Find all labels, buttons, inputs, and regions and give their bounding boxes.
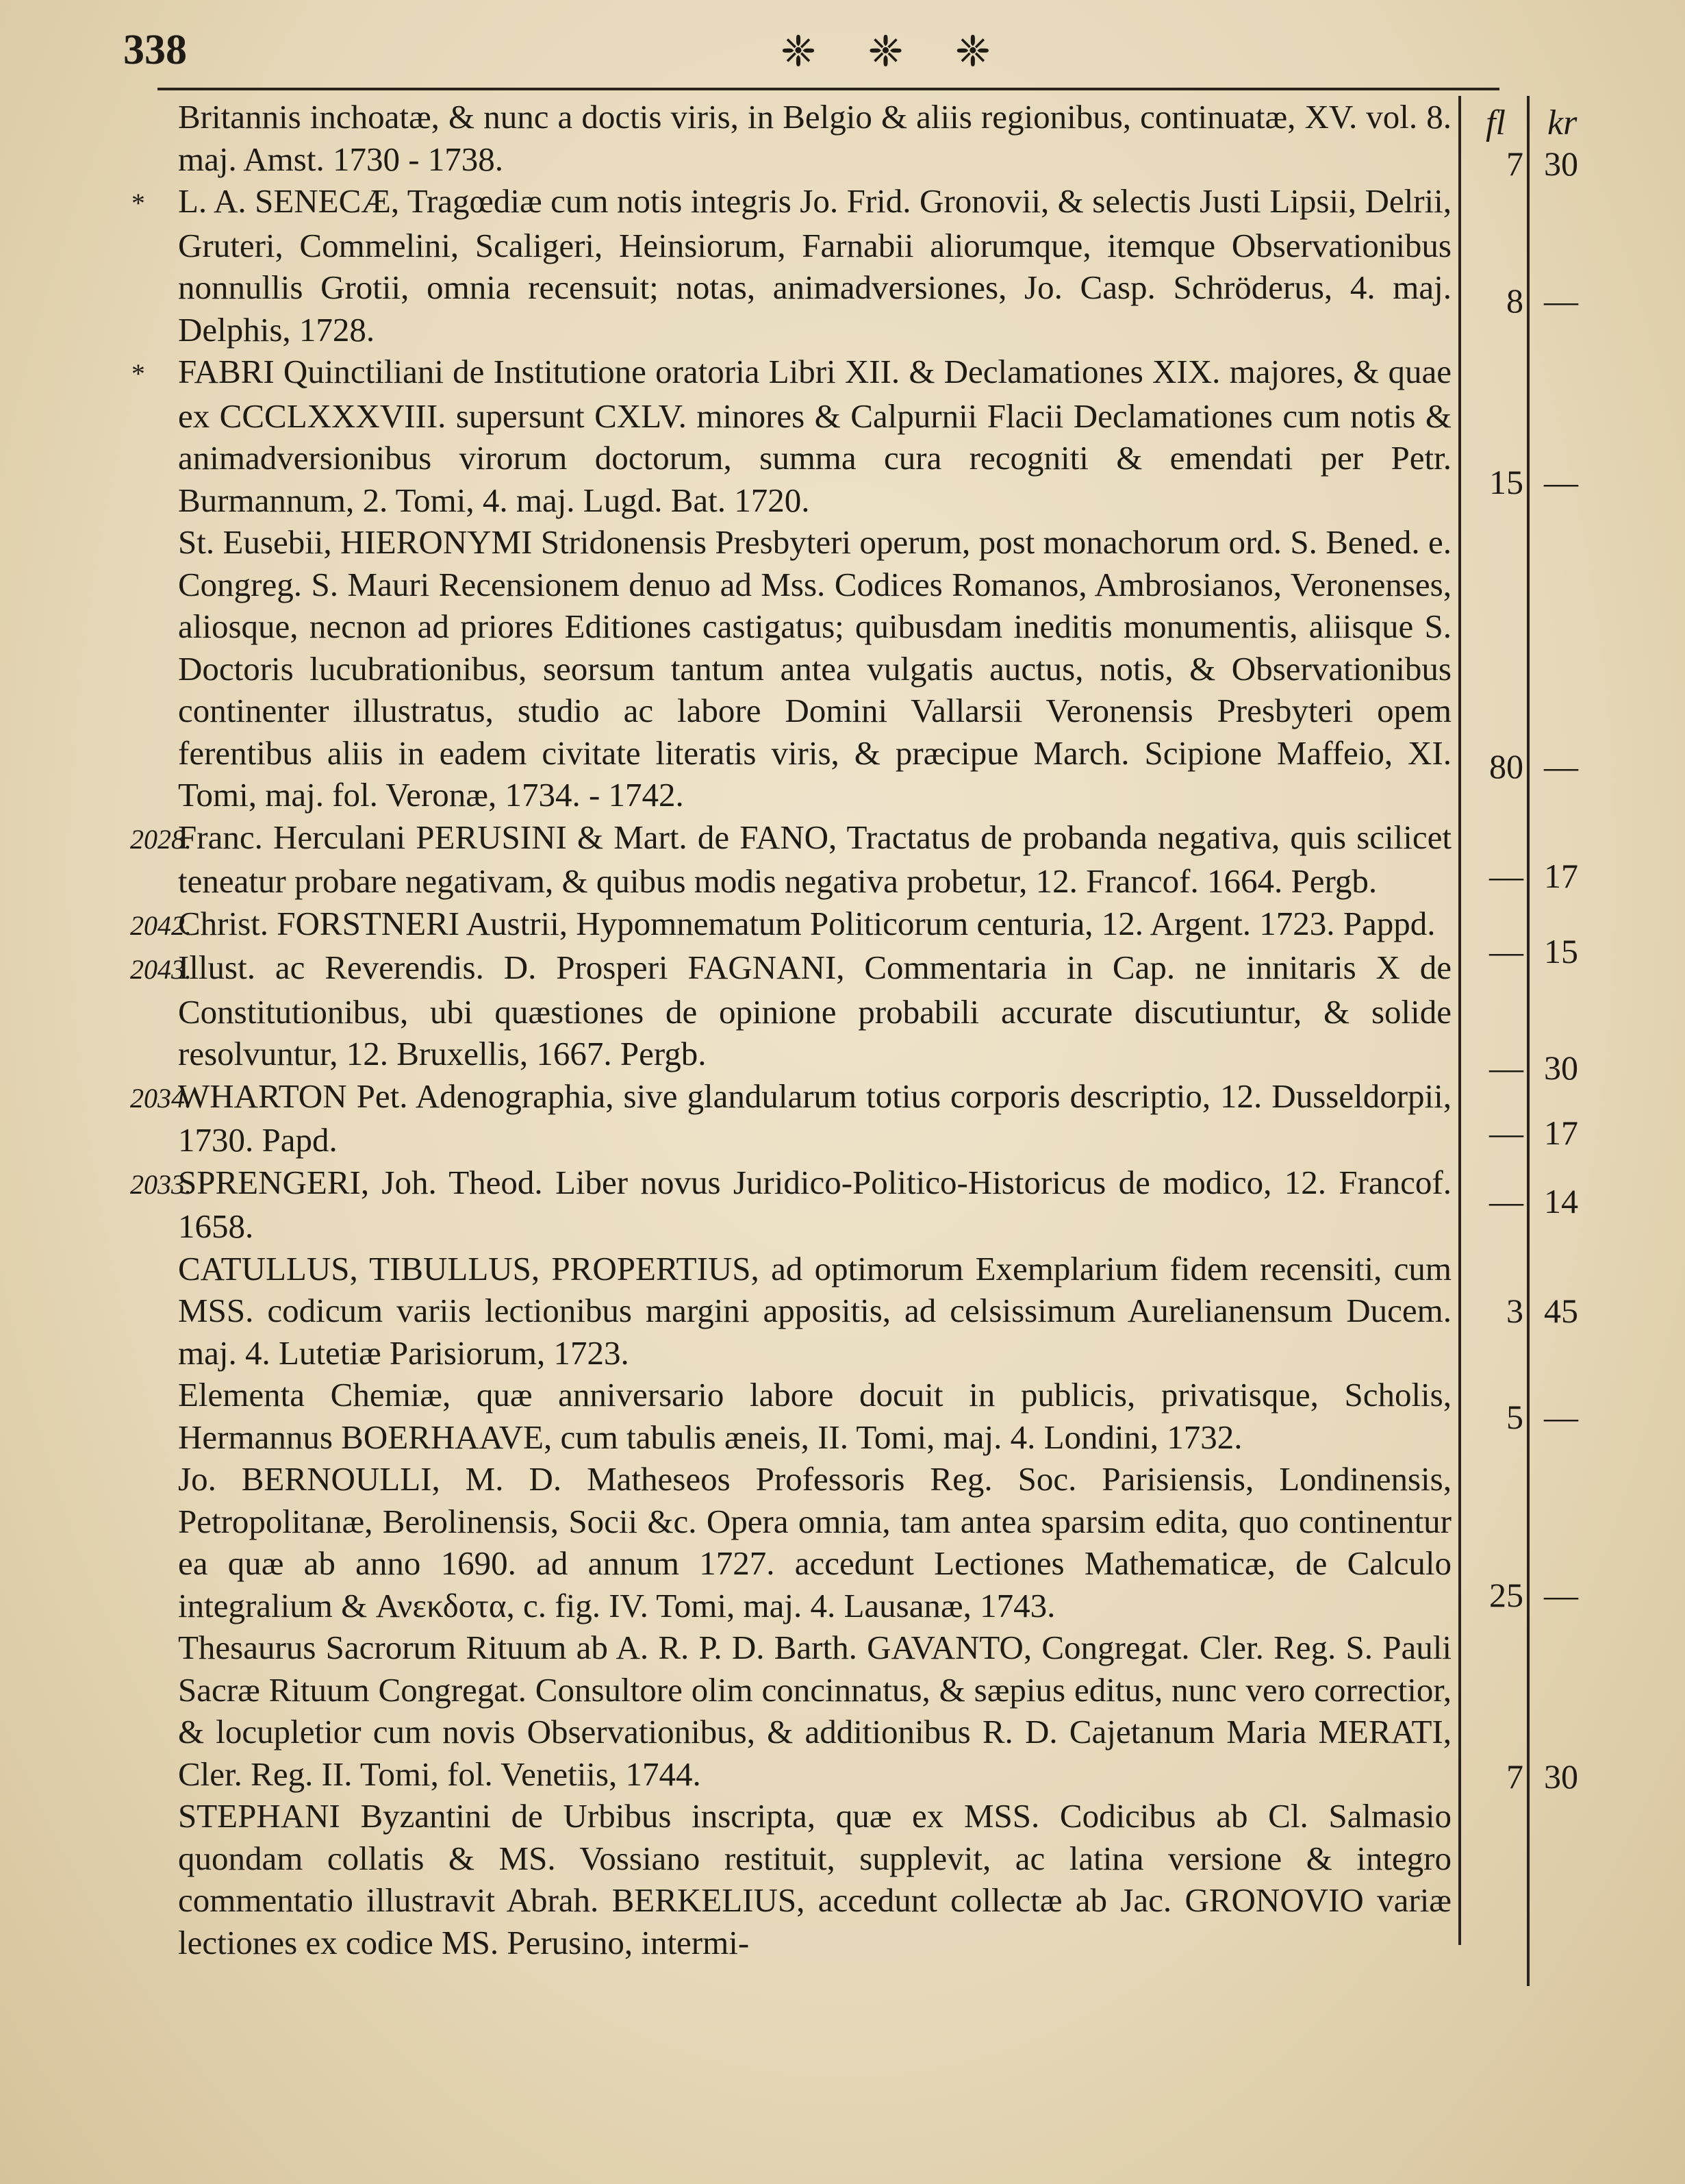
price-kr: 14 (1544, 1182, 1578, 1220)
list-item (130, 816, 1452, 903)
price-fl: — (1489, 1182, 1523, 1220)
entry-text: Franc. Herculani PERUSINI & Mart. de FANO, Tractatus de probanda negativa, quis scilicet teneatur probare negativam, & quibus modis negativa probetur, 12. Francof. 1664. Pergb. (178, 818, 1452, 900)
list-item (130, 1795, 1452, 1963)
list-item (130, 1374, 1452, 1458)
price-kr: 17 (1544, 857, 1578, 895)
list-item (130, 946, 1452, 1075)
price-fl: 5 (1506, 1398, 1523, 1436)
price-fl: 15 (1489, 463, 1523, 501)
column-head-fl: fl (1486, 103, 1506, 142)
price-fl: 80 (1489, 747, 1523, 786)
price-fl: 3 (1506, 1292, 1523, 1330)
entry-mark: 2042. (130, 909, 192, 941)
entry-text: Christ. FORSTNERI Austrii, Hypomnematum Politicorum centuria, 12. Argent. 1723. Pappd. (178, 904, 1436, 942)
price-kr: — (1544, 747, 1578, 786)
entry-text: Thesaurus Sacrorum Rituum ab A. R. P. D. Barth. GAVANTO, Congregat. Cler. Reg. S. Pauli Sacræ Rituum Congregat. Consultore olim concinnatus, & sæpius editus, nunc vero correctior, & locupletior cum novis Observationibus, & additionibus R. D. Cajetanum Maria MERATI, Cler. Reg. II. Tomi, fol. Venetiis, 1744. (178, 1629, 1452, 1793)
price-fl: — (1489, 932, 1523, 970)
entry-text: FABRI Quinctiliani de Institutione oratoria Libri XII. & Declamationes XIX. majores, & quae ex CCCLXXXVIII. supersunt CXLV. minores & Calpurnii Flacii Declamationes cum notis & animadversionibus virorum doctorum, summa cura recogniti & emendati per Petr. Burmannum, 2. Tomi, 4. maj. Lugd. Bat. 1720. (178, 353, 1452, 519)
entry-text: Illust. ac Reverendis. D. Prosperi FAGNANI, Commentaria in Cap. ne innitaris X de Constitutionibus, ubi quæstiones de opinione probabili accurate discutiuntur, & solide resolvuntur, 12. Bruxellis, 1667. Pergb. (178, 949, 1452, 1072)
price-fl: 7 (1506, 145, 1523, 183)
price-kr: 30 (1544, 1049, 1578, 1087)
price-column-divider (1527, 96, 1530, 1986)
price-kr: 17 (1544, 1114, 1578, 1152)
entry-text: SPRENGERI, Joh. Theod. Liber novus Juridico-Politico-Historicus de modico, 12. Francof. 1658. (178, 1163, 1452, 1245)
entry-text: St. Eusebii, HIERONYMI Stridonensis Presbyteri operum, post monachorum ord. S. Bened. e. Congreg. S. Mauri Recensionem denuo ad Mss. Codices Romanos, Ambrosianos, Veronenses, aliosque, necnon ad priores Editiones castigatus; quibusdam ineditis monumentis, aliisque S. Doctoris lucubrationibus, seorsum tantum antea vulgatis auctus, notis, & Observationibus continenter illustratus, studio ac labore Domini Vallarsii Veronensis Presbyteri opem ferentibus aliis in eadem civitate literatis viris, & præcipue March. Scipione Maffeio, XI. Tomi, maj. fol. Veronæ, 1734. - 1742. (178, 523, 1452, 814)
price-fl: — (1489, 1114, 1523, 1152)
entry-mark: * (130, 188, 144, 218)
price-kr: 15 (1544, 932, 1578, 970)
page-number: 338 (123, 27, 187, 73)
price-kr: — (1544, 281, 1578, 320)
price-kr: 30 (1544, 1757, 1578, 1796)
list-item (130, 903, 1452, 947)
page-header (123, 26, 1575, 88)
price-kr: 45 (1544, 1292, 1578, 1330)
list-item (130, 521, 1452, 816)
column-head-kr: kr (1547, 103, 1578, 142)
price-fl: — (1489, 857, 1523, 895)
list-item (130, 96, 1452, 180)
entry-mark: 2043. (130, 954, 192, 985)
entry-text: STEPHANI Byzantini de Urbibus inscripta, quæ ex MSS. Codicibus ab Cl. Salmasio quondam collatis & MS. Vossiano restituit, supplevit, ac latina versione & integro commentatio illustravit Abrah. BERKELIUS, accedunt collectæ ab Jac. GRONOVIO variæ lectiones ex codice MS. Perusino, intermi- (178, 1797, 1452, 1961)
price-fl: 8 (1506, 281, 1523, 320)
list-item (130, 1458, 1452, 1627)
price-fl: 7 (1506, 1757, 1523, 1796)
ornament-icon: ❈ ❈ ❈ (781, 29, 1011, 75)
header-rule (157, 88, 1499, 90)
entry-list (130, 96, 1452, 1963)
list-item (130, 180, 1452, 351)
price-kr: — (1544, 1398, 1578, 1436)
price-kr: — (1544, 1576, 1578, 1614)
list-item (130, 1248, 1452, 1375)
list-item (130, 1627, 1452, 1795)
price-fl: 25 (1489, 1576, 1523, 1614)
entry-mark: * (130, 358, 144, 389)
entry-text: L. A. SENECÆ, Tragœdiæ cum notis integris Jo. Frid. Gronovii, & selectis Justi Lipsii, Delrii, Gruteri, Commelini, Scaligeri, Heinsiorum, Farnabii aliorumque, itemque Observationibus nonnullis Grotii, omnia recensuit; notas, animadversiones, Jo. Casp. Schröderus, 4. maj. Delphis, 1728. (178, 182, 1452, 349)
list-item (130, 1162, 1452, 1248)
price-kr: — (1544, 463, 1578, 501)
price-kr: 30 (1544, 145, 1578, 183)
column-divider (1458, 96, 1461, 1945)
entry-mark: 2028. (130, 823, 192, 855)
entry-text: Elementa Chemiæ, quæ anniversario labore docuit in publicis, privatisque, Scholis, Hermannus BOERHAAVE, cum tabulis æneis, II. Tomi, maj. 4. Londini, 1732. (178, 1376, 1452, 1456)
entry-text: Jo. BERNOULLI, M. D. Matheseos Professoris Reg. Soc. Parisiensis, Londinensis, Petropolitanæ, Berolinensis, Socii &c. Opera omnia, tam antea sparsim edita, quo continentur ea quæ ab anno 1690. ad annum 1727. accedunt Lectiones Mathematicæ, de Calculo integralium & Ανεκδοτα, c. fig. IV. Tomi, maj. 4. Lausanæ, 1743. (178, 1460, 1452, 1624)
entry-text: Britannis inchoatæ, & nunc a doctis viris, in Belgio & aliis regionibus, continuatæ, XV. vol. 8. maj. Amst. 1730 - 1738. (178, 98, 1452, 178)
list-item (130, 1075, 1452, 1162)
entry-text: WHARTON Pet. Adenographia, sive glandularum totius corporis descriptio, 12. Dusseldorpii, 1730. Papd. (178, 1077, 1452, 1159)
list-item (130, 351, 1452, 521)
entry-text: CATULLUS, TIBULLUS, PROPERTIUS, ad optimorum Exemplarium fidem recensiti, cum MSS. codicum variis lectionibus margini appositis, ad celsissimum Aurelianensum Ducem. maj. 4. Lutetiæ Parisiorum, 1723. (178, 1249, 1452, 1372)
price-fl: — (1489, 1049, 1523, 1087)
entry-mark: 2034. (130, 1082, 192, 1114)
entry-mark: 2033. (130, 1168, 192, 1200)
